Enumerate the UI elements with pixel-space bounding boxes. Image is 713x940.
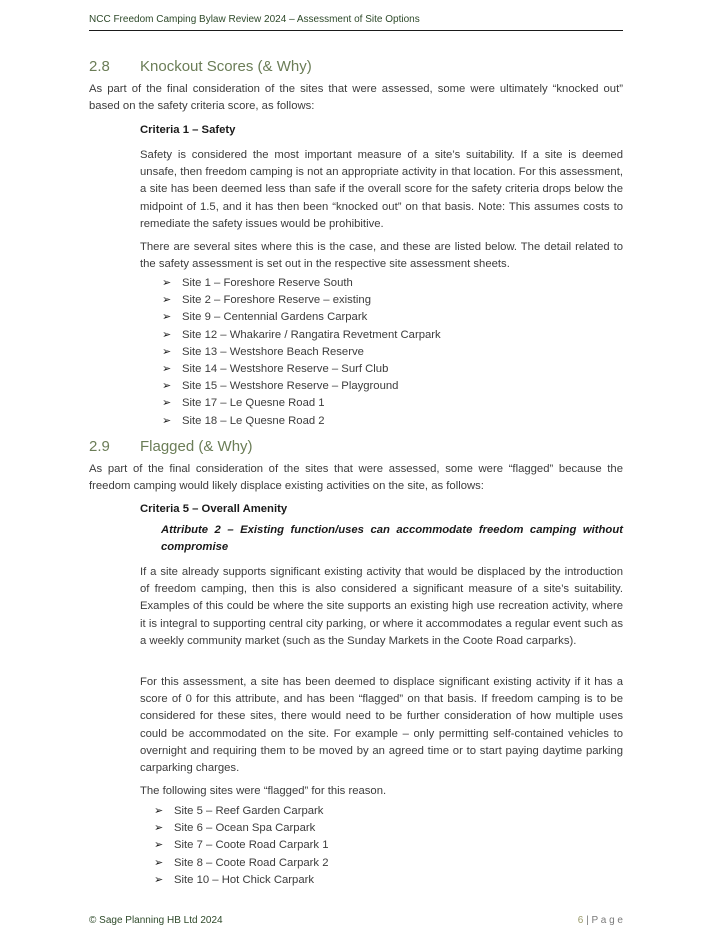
list-item: ➢ Site 13 – Westshore Beach Reserve	[162, 344, 441, 361]
arrow-bullet-icon: ➢	[162, 397, 172, 410]
page-number: 6	[577, 915, 584, 926]
section-2-8-intro: As part of the final consideration of the sites that were assessed, some were ultimately “knocked out” based on the safety criteria score, as follows:	[89, 83, 623, 113]
arrow-bullet-icon: ➢	[154, 839, 164, 852]
flagged-sites-intro: The following sites were “flagged” for this reason.	[140, 785, 387, 797]
arrow-bullet-icon: ➢	[154, 822, 164, 835]
section-2-9-intro: As part of the final consideration of the sites that were assessed, some were “flagged” because the freedom camping would likely displace existing activities on the site, as follows:	[89, 463, 623, 493]
arrow-bullet-icon: ➢	[162, 328, 172, 341]
footer-page-number	[578, 915, 623, 926]
page-label: | P a g e	[583, 915, 623, 926]
criteria-5-heading: Criteria 5 – Overall Amenity	[140, 503, 288, 515]
footer-copyright: © Sage Planning HB Ltd 2024	[89, 915, 223, 926]
knocked-out-sites-list	[162, 275, 441, 430]
attribute-2-heading: Attribute 2 – Existing function/uses can accommodate freedom camping without compromise	[161, 524, 623, 554]
list-item: ➢ Site 14 – Westshore Reserve – Surf Club	[162, 361, 441, 378]
arrow-bullet-icon: ➢	[154, 856, 164, 869]
arrow-bullet-icon: ➢	[162, 345, 172, 358]
amenity-paragraph: If a site already supports significant existing activity that would be displaced by the introduction of freedom camping, then this is also considered a significant measure of a site’s suitability. Examples of this could be where the site supports an existing high use recreation activity, where it is integral to supporting central city parking, or where it accommodates a regular event such as a weekly community market (such as the Sunday Markets in the Coote Road carparks).	[140, 566, 623, 647]
section-title: Flagged (& Why)	[140, 438, 253, 455]
list-item: ➢ Site 10 – Hot Chick Carpark	[154, 872, 328, 889]
arrow-bullet-icon: ➢	[162, 277, 172, 289]
list-item: ➢ Site 6 – Ocean Spa Carpark	[154, 820, 328, 837]
section-heading-2-9	[89, 438, 253, 455]
list-item: ➢ Site 17 – Le Quesne Road 1	[162, 395, 441, 412]
section-heading-2-8	[89, 58, 312, 75]
section-number: 2.9	[89, 438, 110, 455]
arrow-bullet-icon: ➢	[162, 311, 172, 324]
header-title: NCC Freedom Camping Bylaw Review 2024 – Assessment of Site Options	[89, 14, 420, 25]
arrow-bullet-icon: ➢	[154, 805, 164, 817]
arrow-bullet-icon: ➢	[162, 380, 172, 393]
arrow-bullet-icon: ➢	[154, 873, 164, 886]
arrow-bullet-icon: ➢	[162, 414, 172, 427]
list-item: ➢ Site 2 – Foreshore Reserve – existing	[162, 292, 441, 309]
criteria-1-heading: Criteria 1 – Safety	[140, 124, 236, 136]
safety-sites-intro: There are several sites where this is the case, and these are listed below. The detail related to the safety assessment is set out in the respective site assessment sheets.	[140, 241, 623, 271]
section-number: 2.8	[89, 58, 110, 75]
list-item: ➢ Site 15 – Westshore Reserve – Playground	[162, 378, 441, 395]
list-item: ➢ Site 7 – Coote Road Carpark 1	[154, 837, 328, 854]
list-item: ➢ Site 5 – Reef Garden Carpark	[154, 803, 328, 820]
flagged-sites-list	[154, 803, 328, 889]
list-item: ➢ Site 8 – Coote Road Carpark 2	[154, 855, 328, 872]
section-title: Knockout Scores (& Why)	[140, 58, 312, 75]
arrow-bullet-icon: ➢	[162, 362, 172, 375]
safety-paragraph: Safety is considered the most important measure of a site’s suitability. If a site is deemed unsafe, then freedom camping is not an appropriate activity in that location. For this assessment, a site has been deemed less than safe if the overall score for the safety criteria drops below the midpoint of 1.5, and it has then been “knocked out” on that basis. Note: This assumes costs to remediate the safety issues would be prohibitive.	[140, 149, 623, 230]
list-item: ➢ Site 18 – Le Quesne Road 2	[162, 413, 441, 430]
list-item: ➢ Site 9 – Centennial Gardens Carpark	[162, 309, 441, 326]
list-item: ➢ Site 1 – Foreshore Reserve South	[162, 275, 441, 292]
list-item: ➢ Site 12 – Whakarire / Rangatira Revetment Carpark	[162, 327, 441, 344]
flagged-assessment-paragraph: For this assessment, a site has been deemed to displace significant existing activity if it has a score of 0 for this attribute, and has been “flagged” on that basis. If freedom camping is to be considered for these sites, there would need to be further consideration of how multiple uses could be accommodated on the site. For example – only permitting self-contained vehicles to overnight and requiring them to be moved by an agreed time or to start paying daytime parking carparking charges.	[140, 676, 623, 775]
arrow-bullet-icon: ➢	[162, 294, 172, 307]
page-header	[89, 14, 623, 31]
